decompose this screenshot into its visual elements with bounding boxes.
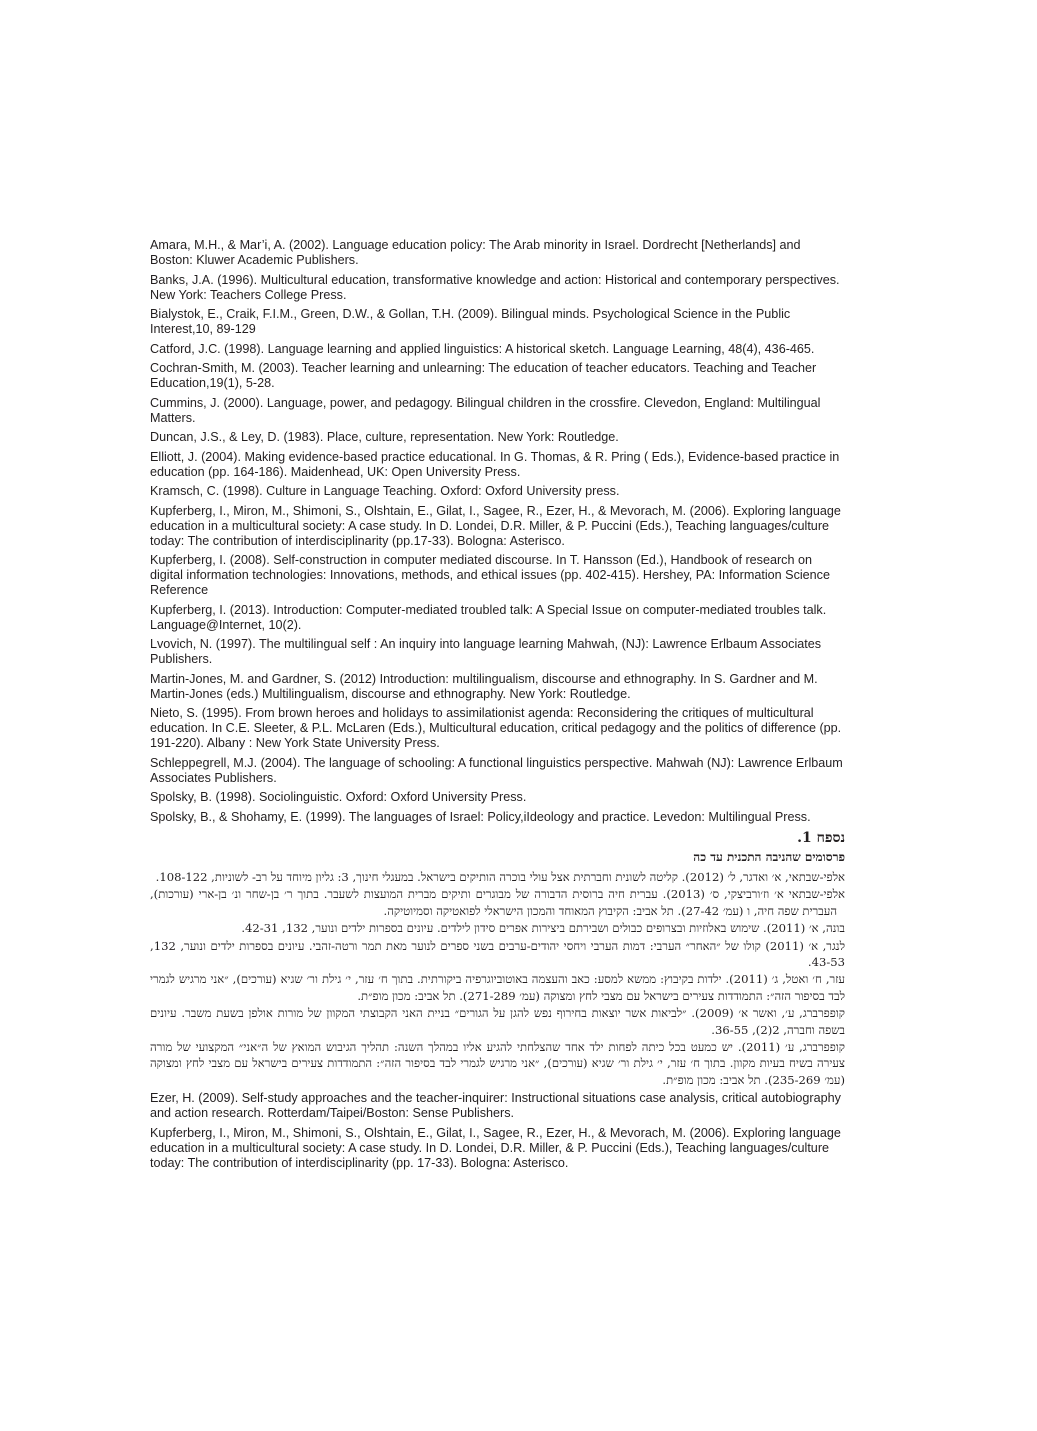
reference-entry: Nieto, S. (1995). From brown heroes and holidays to assimilationist agenda: Reconsidering the critiques of multicultural education. In C.E. Sleeter, & P.L. McLaren (Eds.), Multicultural education, critical pedagogy and the politics of difference (pp. 191-220). Albany : New York State University Press. xyxy=(150,706,842,750)
reference-entry: Catford, J.C. (1998). Language learning and applied linguistics: A historical sketch. Language Learning, 48(4), 436-465. xyxy=(150,341,815,356)
hebrew-reference-entry: קופפרברג, ע׳, ואשר א׳ (2009). ״לביאות אשר יוצאות בחירוף נפש להגן על הגורים״ בניית האני הקבוצתי המקוון של מורות אולפן בשעת משבר. עיונים בשפה וחברה, 2(2), 36-55. xyxy=(150,1006,845,1037)
hebrew-reference-entry: בונה, א׳ (2011). שימוש באלוזיות ובצרופים כבולים ושבירתם ביצירות אפרים סידון לילדים. עיונים בספרות ילדים ונוער, 132, 42-31. xyxy=(241,921,845,936)
appendix-subtitle: פרסומים שהניבה התכנית עד כה xyxy=(693,850,845,864)
reference-entry: Elliott, J. (2004). Making evidence-based practice educational. In G. Thomas, & R. Pring ( Eds.), Evidence-based practice in education (pp. 164-186). Maidenhead, UK: Open University Press. xyxy=(150,449,840,479)
reference-entry: Cummins, J. (2000). Language, power, and pedagogy. Bilingual children in the crossfire. Clevedon, England: Multilingual Matters. xyxy=(150,395,821,425)
appendix-section xyxy=(150,829,845,1171)
reference-entry: Martin-Jones, M. and Gardner, S. (2012) Introduction: multilingualism, discourse and ethnography. In S. Gardner and M. Martin-Jones (eds.) Multilingualism, discourse and ethnography. New York: Routledge. xyxy=(150,671,818,701)
reference-entry: Spolsky, B. (1998). Sociolinguistic. Oxford: Oxford University Press. xyxy=(150,790,527,804)
hebrew-reference-entry: אלפי-שבתאי א׳ וז׳ורביצקי, ס׳ (2013). עברית חיה ברוסית הדבורה של מבוגרים ותיקים מברית המועצות לשעבר. בתוך ר׳ בן-שחר ונ׳ בן-ארי (עורכות), העברית שפה חיה, ו (עמ׳ 27-42). תל אביב: הקיבוץ המאוחד והמכון הישראלי לפואטיקה וסמיוטיקה. xyxy=(150,887,845,918)
reference-list xyxy=(150,238,845,825)
reference-entry: Kramsch, C. (1998). Culture in Language Teaching. Oxford: Oxford University press. xyxy=(150,484,620,498)
reference-entry: Ezer, H. (2009). Self-study approaches and the teacher-inquirer: Instructional situations case analysis, critical autobiography and action research. Rotterdam/Taipei/Boston: Sense Publishers. xyxy=(150,1091,841,1121)
reference-entry: Spolsky, B., & Shohamy, E. (1999). The languages of Israel: Policy,iIdeology and practice. Levedon: Multilingual Press. xyxy=(150,809,811,824)
reference-entry: Schleppegrell, M.J. (2004). The language of schooling: A functional linguistics perspective. Mahwah (NJ): Lawrence Erlbaum Associates Publishers. xyxy=(150,755,843,785)
reference-entry: Kupferberg, I. (2013). Introduction: Computer-mediated troubled talk: A Special Issue on computer-mediated troubles talk. Language@Internet, 10(2). xyxy=(150,602,827,632)
hebrew-reference-entry: אלפי-שבתאי, א׳ ואדגר, ל׳ (2012). קליטה לשונית וחברתית אצל עולי בוכרה הותיקים בישראל. במעגלי חינוך, 3: גליון מיוחד על רב- לשוניות, 108-122. xyxy=(155,870,845,884)
reference-entry: Lvovich, N. (1997). The multilingual self : An inquiry into language learning Mahwah, (NJ): Lawrence Erlbaum Associates Publishers. xyxy=(150,637,822,666)
reference-entry: Duncan, J.S., & Ley, D. (1983). Place, culture, representation. New York: Routledge. xyxy=(150,430,619,444)
document-page xyxy=(150,238,845,1175)
reference-entry: Kupferberg, I., Miron, M., Shimoni, S., Olshtain, E., Gilat, I., Sagee, R., Ezer, H., & Mevorach, M. (2006). Exploring language education in a multicultural society: A case study. In D. Londei, D.R. Miller, & P. Puccini (Eds.), Teaching languages/culture today: The contribution of interdisciplinarity (pp. 17-33). Bologna: Asterisco. xyxy=(150,1125,841,1170)
hebrew-reference-entry: קופפרברג, ע׳ (2011). יש כמעט בכל כיתה לפחות ילד אחד שהצלחתי להגיע אליו במהלך השנה: תהליך הגיבוש המואץ של ה״אני״ המקצועי של מורה צעירה בשיח בעיות מקוון. בתוך ח׳ עזר, י׳ גילת ור׳ שגיא (עורכים), ״אני מרגיש לגמרי לבד בסיפור הזה״: התמודדות צעירים בישראל עם מצבי לחץ ומצוקה (עמ׳ 235-269). תל אביב: מכון מופ״ת. xyxy=(150,1040,845,1087)
appendix-title: נספח 1. xyxy=(797,830,845,846)
hebrew-reference-entry: עזר, ח׳ ואטל, ג׳ (2011). ילדות בקיבוץ: ממשא למסע: כאב והעצמה באוטוביוגרפיה ביקורתית. בתוך ח׳ עזר, י׳ גילת ור׳ שגיא (עורכים), ״אני מרגיש לגמרי לבד בסיפור הזה״: התמודדות צעירים בישראל עם מצבי לחץ ומצוקה (עמ׳ 271-289). תל אביב: מכון מופ״ת. xyxy=(150,972,845,1003)
reference-entry: Kupferberg, I., Miron, M., Shimoni, S., Olshtain, E., Gilat, I., Sagee, R., Ezer, H., & Mevorach, M. (2006). Exploring language education in a multicultural society: A case study. In D. Londei, D.R. Miller, & P. Puccini (Eds.), Teaching languages/culture today: The contribution of interdisciplinarity (pp.17-33). Bologna: Asterisco. xyxy=(150,503,841,548)
hebrew-reference-entry: לנגר, א׳ (2011) קולו של ״האחר״ הערבי: דמות הערבי ויחסי יהודים-ערבים בשני ספרים לנוער מאת תמר ורטה-זהבי. עיונים בספרות ילדים ונוער, 132, 43-53. xyxy=(150,938,845,970)
reference-entry: Kupferberg, I. (2008). Self-construction in computer mediated discourse. In T. Hansson (Ed.), Handbook of research on digital information technologies: Innovations, methods, and ethical issues (pp. 402-415). Hershey, PA: Information Science Reference xyxy=(150,553,830,597)
reference-entry: Banks, J.A. (1996). Multicultural education, transformative knowledge and action: Historical and contemporary perspectives. New York: Teachers College Press. xyxy=(150,272,840,302)
reference-entry: Amara, M.H., & Mar’i, A. (2002). Language education policy: The Arab minority in Israel. Dordrecht [Netherlands] and Boston: Kluwer Academic Publishers. xyxy=(150,238,801,267)
reference-entry: Bialystok, E., Craik, F.I.M., Green, D.W., & Gollan, T.H. (2009). Bilingual minds. Psychological Science in the Public Interest,10, 89-129 xyxy=(150,307,791,336)
reference-entry: Cochran-Smith, M. (2003). Teacher learning and unlearning: The education of teacher educators. Teaching and Teacher Education,19(1), 5-28. xyxy=(150,361,817,390)
